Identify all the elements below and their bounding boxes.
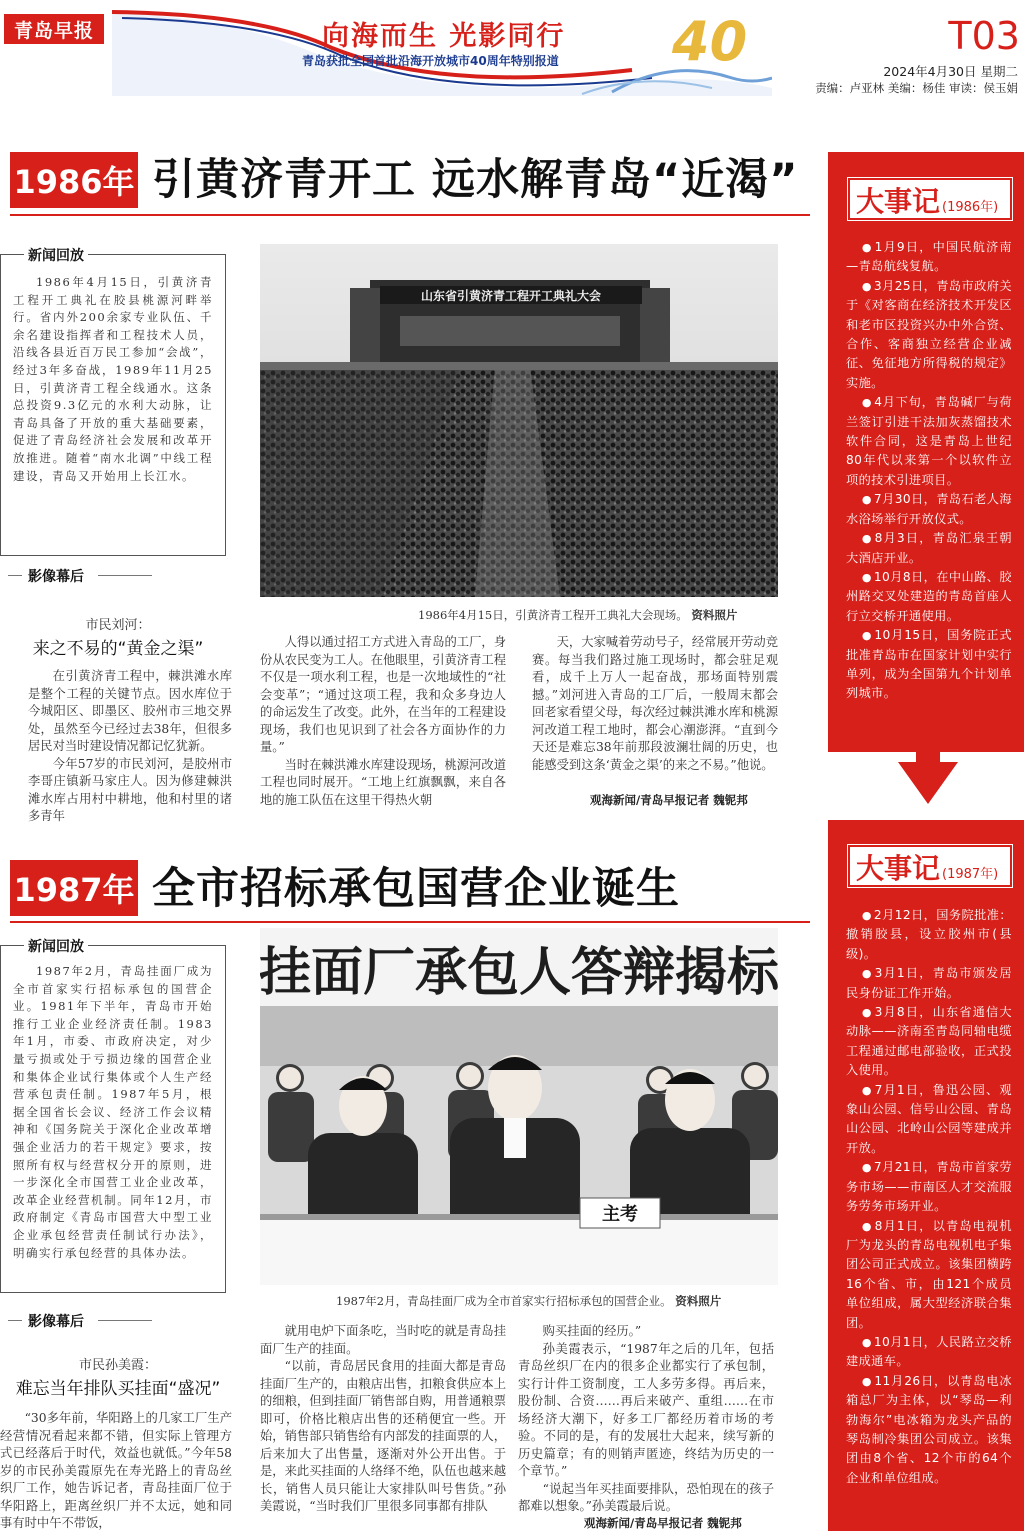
- events-title-box-1987: [848, 845, 1012, 887]
- article-paragraph: “30多年前，华阳路上的几家工厂生产经营情况看起来都不错，但实际上管理方式已经落后于时代，效益也就低。”今年58岁的市民孙美霞原先在寿光路上的青岛丝织厂工作，她告诉记者，青岛挂面厂位于华阳路上，距离丝织厂并不太远，她和同事有时中午不带饭，: [0, 1411, 232, 1530]
- behind-rule-left: [8, 575, 22, 576]
- article-paragraph: 当时在棘洪滩水库建设现场，桃源河改道工程也同时展开。“工地上红旗飘飘，来自各地的施工队伍在这里干得热火朝: [260, 757, 506, 807]
- event-item: ● 7月21日，青岛市首家劳务市场——市南区人才交流服务劳务市场开业。: [846, 1158, 1012, 1216]
- headline-rule: [10, 921, 810, 923]
- photo-caption-1987: [336, 1293, 721, 1309]
- events-title: 大事记: [856, 185, 941, 218]
- down-arrow-icon: [898, 762, 958, 804]
- article-paragraph: “以前，青岛居民食用的挂面大都是青岛挂面厂生产的，由粮店出售，扣粮食供应本上的细粮，但到挂面厂销售部自购，用普通粮票即可，价格比粮店出售的还稍便宜一些。开始，销售部只销售给有内部发的挂面票的人，后来加大了出售量，逐渐对外公开出售。于是，来此买挂面的人络绎不绝，队伍也越来越长，销售人员只能让大家排队叫号售货。”孙美霞说，“当时我们厂里很多同事都有排队: [260, 1359, 506, 1513]
- article-paragraph: 人得以通过招工方式进入青岛的工厂，身份从农民变为工人。在他眼里，引黄济青工程不仅是一项水利工程，也是一次地域性的“社会变革”；“通过这项工程，我和众多身边人的命运发生了改变。此外，在当年的工程建设现场，我们也见识到了社会各方面协作的力量。”: [260, 635, 506, 754]
- resident-name-1986: 市民刘河：: [85, 618, 151, 633]
- behind-rule-right: [98, 1320, 152, 1321]
- banner-title: 向海而生 光影同行: [322, 21, 566, 52]
- caption-text: 1986年4月15日，引黄济青工程开工典礼大会现场。: [418, 608, 688, 622]
- events-list-1987: [846, 906, 1012, 1488]
- article-paragraph: 就用电炉下面条吃，当时吃的就是青岛挂面厂生产的挂面。: [260, 1324, 506, 1356]
- events-title: 大事记: [856, 852, 941, 885]
- article-paragraph: 今年57岁的市民刘河，是胶州市李哥庄镇新马家庄人。因为修建棘洪滩水库占用村中耕地，他和村里的诸多青年: [28, 756, 232, 823]
- article-col3-1986: [532, 634, 778, 774]
- newspaper-logo: 青岛早报: [4, 14, 104, 44]
- article-col3-1987: [518, 1323, 774, 1516]
- article-paragraph: 在引黄济青工程中，棘洪滩水库是整个工程的关键节点。因水库位于今城阳区、即墨区、胶州市三地交界处，虽然至今已经过去38年，但很多居民对当时建设情况都记忆犹新。: [28, 669, 232, 753]
- banner-subtitle: 青岛获批全国首批沿海开放城市40周年特别报道: [302, 54, 559, 68]
- headline-rule: [10, 214, 810, 216]
- recap-label: 新闻回放: [24, 936, 88, 956]
- article-col2-1987: [260, 1323, 506, 1516]
- year-badge-1987: 1987年: [10, 860, 138, 916]
- examiner-placard: 主考: [602, 1204, 638, 1225]
- meeting-banner-text: 挂面厂承包人答辩揭标: [260, 943, 778, 1003]
- headline-1986: 引黄济青开工 远水解青岛“近渴”: [152, 155, 799, 205]
- resident-name-1987: 市民孙美霞：: [78, 1358, 157, 1373]
- editor-credits: 责编：卢亚林 美编：杨佳 审读：侯玉娟: [815, 81, 1018, 95]
- events-year: (1986年): [942, 200, 999, 215]
- event-item: ● 3月8日，山东省通信大动脉——济南至青岛同轴电缆工程通过邮电部验收，正式投入使用。: [846, 1003, 1012, 1081]
- photo-bidding-defense-meeting: [260, 928, 778, 1285]
- recap-label: 新闻回放: [24, 245, 88, 265]
- behind-photo-label: 影像幕后: [28, 569, 84, 585]
- photo-credit: 资料照片: [675, 1294, 722, 1308]
- events-year: (1987年): [942, 867, 999, 882]
- recap-text-1986: 1986年4月15日，引黄济青工程开工典礼在胶县桃源河畔举行。省内外200余家专业队伍、千余名建设指挥者和工程技术人员，沿线各县近百万民工参加“会战”，经过3年多奋战，1989年11月25日，引黄济青工程全线通水。这条总投资9.3亿元的水利大动脉，让青岛具备了开放的重大基础要素，促进了青岛经济社会发展和改革开放推进。随着“南水北调”中线工程建设，青岛又开始用上长江水。: [13, 275, 213, 483]
- article-col1-1987: [0, 1410, 232, 1533]
- photo-credit: 资料照片: [691, 608, 738, 622]
- byline-1986: 观海新闻/青岛早报记者 魏铌邦: [590, 793, 748, 807]
- headline-1987: 全市招标承包国营企业诞生: [152, 864, 680, 914]
- event-item: ● 8月3日，青岛汇泉王朝大酒店开业。: [846, 529, 1012, 568]
- issue-date: 2024年4月30日 星期二: [883, 64, 1018, 79]
- article-col1-1986: [28, 668, 232, 826]
- event-item: ● 10月15日，国务院正式批准青岛市在国家计划中实行单列，成为全国第九个计划单列城市。: [846, 626, 1012, 704]
- byline-1987: 观海新闻/青岛早报记者 魏铌邦: [584, 1516, 742, 1530]
- photo-groundbreaking-ceremony: [260, 244, 778, 597]
- anniversary-40-graphic: 40: [672, 10, 748, 73]
- year-badge-1986: 1986年: [10, 152, 138, 208]
- article-paragraph: 购买挂面的经历。”: [542, 1324, 642, 1338]
- behind-rule-right: [98, 575, 152, 576]
- caption-text: 1987年2月，青岛挂面厂成为全市首家实行招标承包的国营企业。: [336, 1294, 672, 1308]
- event-item: ● 10月1日，人民路立交桥建成通车。: [846, 1333, 1012, 1372]
- recap-text-1987: 1987年2月，青岛挂面厂成为全市首家实行招标承包的国营企业。1981年下半年，青岛市开始推行工业企业经济责任制。1983年1月，市委、市政府决定，对少量亏损或处于亏损边缘的国营企业和集体企业试行集体或个人生产经营承包责任制。1987年5月，根据全国省长会议、经济工作会议精神和《国务院关于深化企业改革增强企业活力的若干规定》要求，按照所有权与经营权分开的原则，进一步深化全市国营工业企业改革，改革企业经营机制。同年12月，市政府制定《青岛市国营大中型工业企业承包经营责任制试行办法》，明确实行承包经营的具体办法。: [13, 964, 213, 1260]
- event-item: ● 11月26日，以青岛电冰箱总厂为主体，以“琴岛—利勃海尔”电冰箱为龙头产品的琴岛制冷集团公司成立。该集团由8个省、12个市的64个企业和单位组成。: [846, 1372, 1012, 1488]
- events-list-1986: [846, 238, 1012, 704]
- resident-story-title-1986: 来之不易的“黄金之渠”: [32, 639, 204, 659]
- behind-rule-left: [8, 1320, 22, 1321]
- ceremony-banner-text: 山东省引黄济青工程开工典礼大会: [420, 289, 602, 303]
- resident-story-title-1987: 难忘当年排队买挂面“盛况”: [15, 1379, 221, 1399]
- behind-photo-label: 影像幕后: [28, 1314, 84, 1330]
- photo-caption-1986: [418, 607, 737, 623]
- event-item: ● 4月下旬，青岛碱厂与荷兰签订引进干法加灰蒸馏技术软件合同，这是青岛上世纪80年代以来第一个以软件立项的技术引进项目。: [846, 393, 1012, 490]
- event-item: ● 1月9日，中国民航济南—青岛航线复航。: [846, 238, 1012, 277]
- event-item: ● 10月8日，在中山路、胶州路交叉处建造的青岛首座人行立交桥开通使用。: [846, 568, 1012, 626]
- special-report-banner: [112, 8, 772, 96]
- article-col2-1986: [260, 634, 506, 809]
- event-item: ● 7月30日，青岛石老人海水浴场举行开放仪式。: [846, 490, 1012, 529]
- event-item: ● 3月1日，青岛市颁发居民身份证工作开始。: [846, 964, 1012, 1003]
- event-item: ● 7月1日，鲁迅公园、观象山公园、信号山公园、青岛山公园、北岭山公园等建成并开放。: [846, 1081, 1012, 1159]
- page-number: T03: [948, 14, 1020, 58]
- event-item: ● 3月25日，青岛市政府关于《对客商在经济技术开发区和老市区投资兴办中外合资、合作、客商独立经营企业减征、免征地方所得税的规定》实施。: [846, 277, 1012, 393]
- article-paragraph: 天，大家喊着劳动号子，经常展开劳动竞赛。每当我们路过施工现场时，都会驻足观看，成千上万人一起奋战，那场面特别震撼。”刘河进入青岛的工厂后，一般周末都会回老家看望父母，每次经过棘洪滩水库和桃源河改道工程工地时，都会心潮澎湃。“直到今天还是难忘38年前那段波澜壮阔的历史，也能感受到这条‘黄金之渠’的来之不易。”他说。: [532, 635, 778, 772]
- event-item: ● 2月12日，国务院批准：撤销胶县，设立胶州市(县级)。: [846, 906, 1012, 964]
- event-item: ● 8月1日，以青岛电视机厂为龙头的青岛电视机电子集团公司正式成立。该集团横跨16个省、市，由121个成员单位组成，属大型经济联合集团。: [846, 1217, 1012, 1333]
- events-title-box-1986: [848, 178, 1012, 220]
- article-paragraph: 孙美霞表示，“1987年之后的几年，包括青岛丝织厂在内的很多企业都实行了承包制，实行计件工资制度，工人多劳多得。再后来，股份制、合资……再后来破产、重组……在市场经济大潮下，好多工厂都经历着市场的考验。不同的是，有的发展壮大起来，续写新的历史篇章；有的则销声匿迹，终结为历史的一个章节。”: [518, 1341, 774, 1478]
- article-paragraph: “说起当年买挂面要排队，恐怕现在的孩子都难以想象。”孙美霞最后说。: [518, 1481, 774, 1513]
